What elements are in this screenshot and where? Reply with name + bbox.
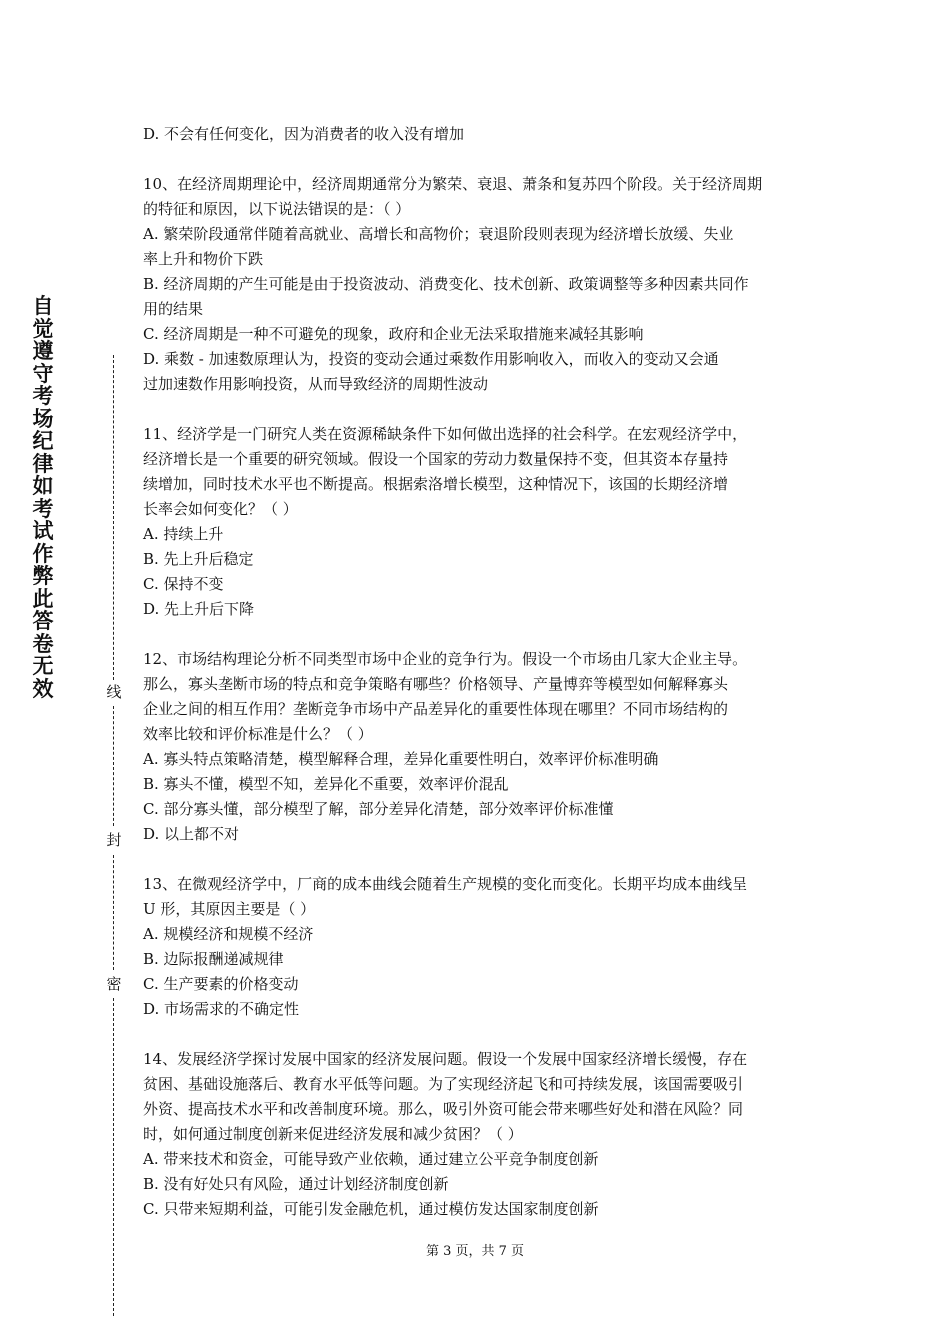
option-d: D. 先上升后下降 bbox=[143, 600, 255, 618]
binding-dashed-line bbox=[113, 706, 114, 826]
option-line: A. 繁荣阶段通常伴随着高就业、高增长和高物价；衰退阶段则表现为经济增长放缓、失业 bbox=[143, 225, 734, 243]
option-d: D. 以上都不对 bbox=[143, 825, 240, 843]
stem-line: 11、经济学是一门研究人类在资源稀缺条件下如何做出选择的社会科学。在宏观经济学中， bbox=[143, 425, 748, 443]
option-b: B. 没有好处只有风险，通过计划经济制度创新 bbox=[143, 1175, 449, 1193]
option-d: D. 市场需求的不确定性 bbox=[143, 1000, 300, 1018]
question-13 bbox=[143, 872, 813, 1022]
exam-content bbox=[143, 122, 813, 1247]
stem-line: 时，如何通过制度创新来促进经济发展和减少贫困？（ ） bbox=[143, 1125, 523, 1143]
option-line: 用的结果 bbox=[143, 300, 204, 318]
stem-line: 贫困、基础设施落后、教育水平低等问题。为了实现经济起飞和可持续发展，该国需要吸引 bbox=[143, 1075, 744, 1093]
stem-line: 外资、提高技术水平和改善制度环境。那么，吸引外资可能会带来哪些好处和潜在风险？同 bbox=[143, 1100, 744, 1118]
previous-question-tail bbox=[143, 122, 813, 147]
seal-char-secret: 密 bbox=[106, 975, 122, 993]
question-stem bbox=[143, 172, 813, 222]
stem-line: 效率比较和评价标准是什么？（ ） bbox=[143, 725, 373, 743]
question-stem bbox=[143, 647, 813, 747]
seal-char-line: 线 bbox=[106, 683, 122, 701]
option-b: B. 边际报酬递减规律 bbox=[143, 950, 284, 968]
option-b bbox=[143, 272, 813, 322]
question-stem bbox=[143, 872, 813, 922]
binding-dashed-line bbox=[113, 998, 114, 1316]
exam-discipline-notice: 自觉遵守考场纪律如考试作弊此答卷无效 bbox=[32, 294, 54, 701]
stem-line: U 形，其原因主要是（ ） bbox=[143, 900, 316, 918]
question-stem bbox=[143, 1047, 813, 1147]
option-line: 率上升和物价下跌 bbox=[143, 250, 264, 268]
question-14 bbox=[143, 1047, 813, 1222]
stem-line: 续增加，同时技术水平也不断提高。根据索洛增长模型，这种情况下，该国的长期经济增 bbox=[143, 475, 729, 493]
stem-line: 12、市场结构理论分析不同类型市场中企业的竞争行为。假设一个市场由几家大企业主导。 bbox=[143, 650, 748, 668]
binding-dashed-line bbox=[113, 855, 114, 970]
option-b: B. 寡头不懂，模型不知，差异化不重要，效率评价混乱 bbox=[143, 775, 509, 793]
option-c: C. 部分寡头懂，部分模型了解，部分差异化清楚，部分效率评价标准懂 bbox=[143, 800, 614, 818]
option-a: A. 规模经济和规模不经济 bbox=[143, 925, 314, 943]
stem-line: 经济增长是一个重要的研究领域。假设一个国家的劳动力数量保持不变，但其资本存量持 bbox=[143, 450, 729, 468]
option-line: B. 经济周期的产生可能是由于投资波动、消费变化、技术创新、政策调整等多种因素共同作 bbox=[143, 275, 749, 293]
option-c: C. 只带来短期利益，可能引发金融危机，通过模仿发达国家制度创新 bbox=[143, 1200, 599, 1218]
stem-line: 长率会如何变化？（ ） bbox=[143, 500, 298, 518]
option-a bbox=[143, 222, 813, 272]
binding-dashed-line bbox=[113, 355, 114, 680]
stem-line: 企业之间的相互作用？垄断竞争市场中产品差异化的重要性体现在哪里？不同市场结构的 bbox=[143, 700, 729, 718]
option-line: D. 乘数 - 加速数原理认为，投资的变动会通过乘数作用影响收入，而收入的变动又会通 bbox=[143, 350, 719, 368]
option-c bbox=[143, 322, 813, 347]
question-stem bbox=[143, 422, 813, 522]
option-a: A. 持续上升 bbox=[143, 525, 224, 543]
stem-line: 那么，寡头垄断市场的特点和竞争策略有哪些？价格领导、产量博弈等模型如何解释寡头 bbox=[143, 675, 729, 693]
option-c: C. 生产要素的价格变动 bbox=[143, 975, 299, 993]
seal-char-seal: 封 bbox=[106, 831, 122, 849]
option-c: C. 保持不变 bbox=[143, 575, 224, 593]
option-line: 过加速数作用影响投资，从而导致经济的周期性波动 bbox=[143, 375, 489, 393]
stem-line: 13、在微观经济学中，厂商的成本曲线会随着生产规模的变化而变化。长期平均成本曲线呈 bbox=[143, 875, 748, 893]
stem-line: 10、在经济周期理论中，经济周期通常分为繁荣、衰退、萧条和复苏四个阶段。关于经济周期 bbox=[143, 175, 763, 193]
option-d: D. 不会有任何变化，因为消费者的收入没有增加 bbox=[143, 125, 465, 143]
question-12 bbox=[143, 647, 813, 847]
option-a: A. 寡头特点策略清楚，模型解释合理，差异化重要性明白，效率评价标准明确 bbox=[143, 750, 659, 768]
option-b: B. 先上升后稳定 bbox=[143, 550, 254, 568]
question-11 bbox=[143, 422, 813, 622]
stem-line: 的特征和原因，以下说法错误的是：（ ） bbox=[143, 200, 411, 218]
page-number: 第 3 页，共 7 页 bbox=[425, 1244, 525, 1259]
option-a: A. 带来技术和资金，可能导致产业依赖，通过建立公平竞争制度创新 bbox=[143, 1150, 599, 1168]
question-10 bbox=[143, 172, 813, 397]
stem-line: 14、发展经济学探讨发展中国家的经济发展问题。假设一个发展中国家经济增长缓慢，存在 bbox=[143, 1050, 748, 1068]
option-d bbox=[143, 347, 813, 397]
option-line: C. 经济周期是一种不可避免的现象，政府和企业无法采取措施来减轻其影响 bbox=[143, 325, 644, 343]
